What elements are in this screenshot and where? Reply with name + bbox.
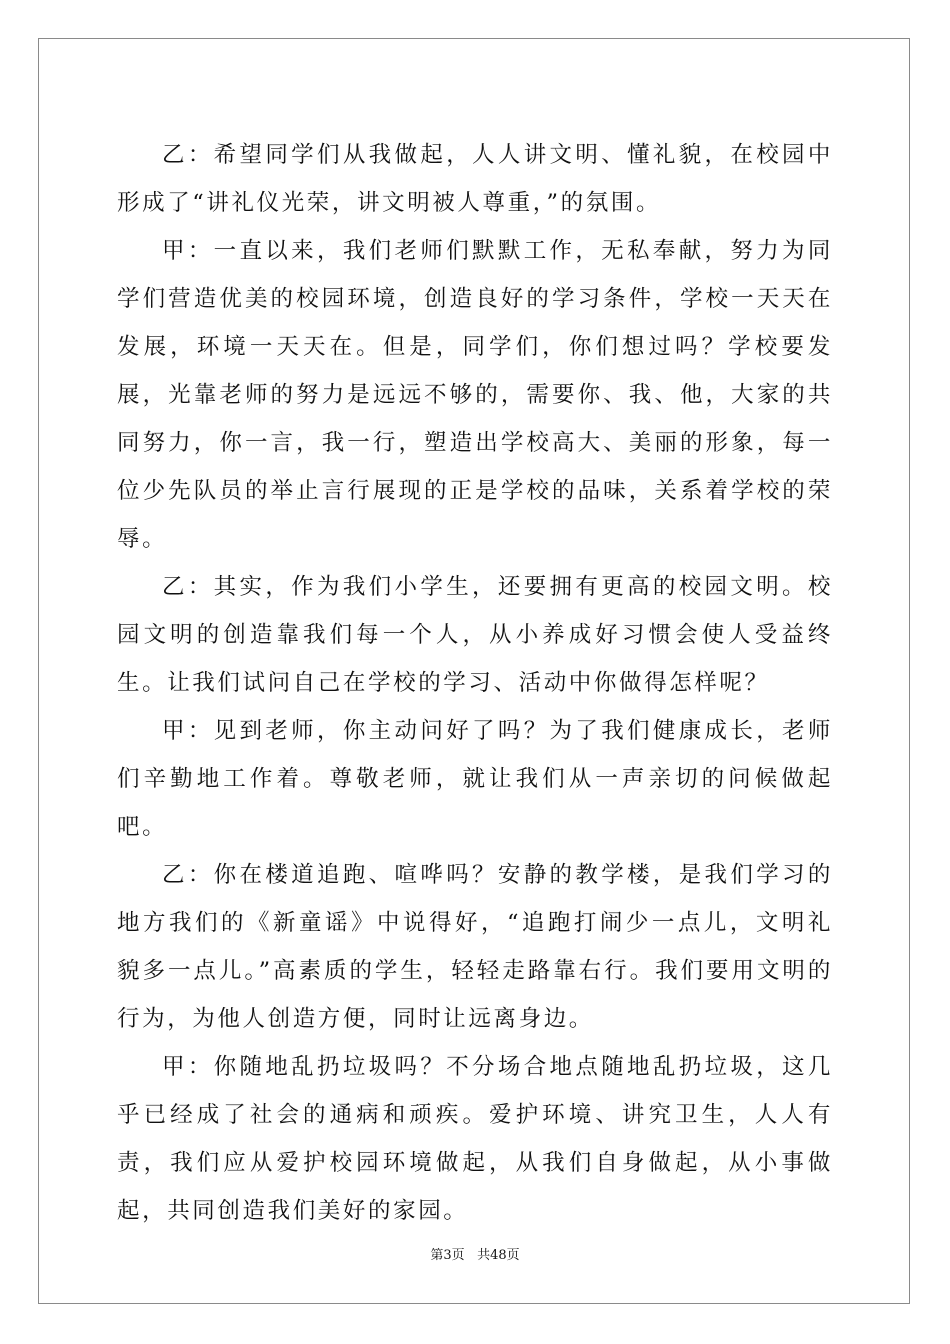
page-number: 第3页 xyxy=(430,1248,465,1263)
paragraph-1: 乙：希望同学们从我做起，人人讲文明、懂礼貌，在校园中形成了“讲礼仪光荣，讲文明被人尊重，”的氛围。 xyxy=(117,142,833,216)
page-footer xyxy=(0,1246,950,1266)
paragraph-2: 甲：一直以来，我们老师们默默工作，无私奉献，努力为同学们营造优美的校园环境，创造良好的学习条件，学校一天天在发展，环境一天天在。但是，同学们，你们想过吗？学校要发展，光靠老师的努力是远远不够的，需要你、我、他，大家的共同努力，你一言，我一行，塑造出学校高大、美丽的形象，每一位少先队员的举止言行展现的正是学校的品味，关系着学校的荣辱。 xyxy=(117,238,833,552)
paragraph-5: 乙：你在楼道追跑、喧哗吗？安静的教学楼，是我们学习的地方我们的《新童谣》中说得好，“追跑打闹少一点儿，文明礼貌多一点儿。”高素质的学生，轻轻走路靠右行。我们要用文明的行为，为他人创造方便，同时让远离身边。 xyxy=(117,862,833,1032)
footer-spacer xyxy=(465,1248,477,1263)
paragraph-4: 甲：见到老师，你主动问好了吗？为了我们健康成长，老师们辛勤地工作着。尊敬老师，就让我们从一声亲切的问候做起吧。 xyxy=(117,718,833,840)
document-body xyxy=(117,131,833,1235)
paragraph-3: 乙：其实，作为我们小学生，还要拥有更高的校园文明。校园文明的创造靠我们每一个人，从小养成好习惯会使人受益终生。让我们试问自己在学校的学习、活动中你做得怎样呢？ xyxy=(117,574,833,696)
page-total: 共48页 xyxy=(477,1248,520,1263)
paragraph-6: 甲：你随地乱扔垃圾吗？不分场合地点随地乱扔垃圾，这几乎已经成了社会的通病和顽疾。爱护环境、讲究卫生，人人有责，我们应从爱护校园环境做起，从我们自身做起，从小事做起，共同创造我们美好的家园。 xyxy=(117,1054,833,1224)
